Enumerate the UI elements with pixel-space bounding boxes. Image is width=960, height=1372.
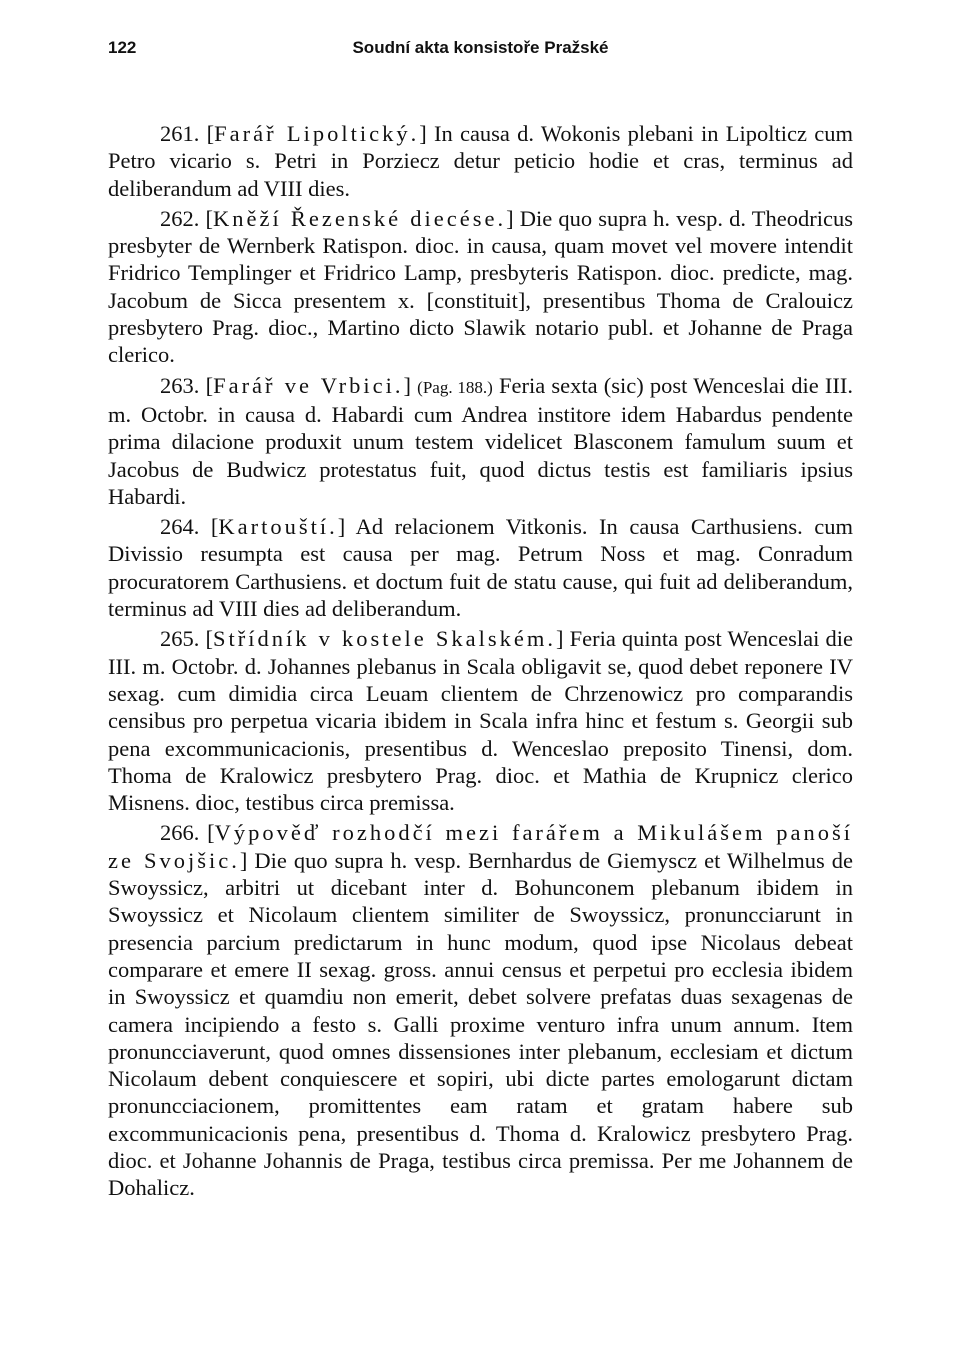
entry-number: 264. — [160, 514, 200, 540]
entry-bracket-close: ] — [506, 205, 514, 231]
page-number: 122 — [108, 38, 137, 57]
entry-number: 261. — [160, 121, 200, 146]
running-title: Soudní akta konsistoře Pražské — [352, 38, 609, 57]
entry-text: Feria sexta (sic) post Wenceslai die III. m. Octobr. in causa d. Habardi cum Andrea institore idem Habardus pendente prima dilacione produxit unum testem videlicet Blasconem famulum suum et Jacobus de Budwicz protestatus fuit, quod dictus testis est familiaris ipsius Habardi. — [108, 372, 854, 509]
entry-bracket-open: [ — [205, 205, 214, 231]
entry-266 — [108, 819, 853, 1201]
entry-261 — [108, 120, 853, 202]
entry-bracket-close: ] — [555, 626, 564, 652]
entry-bracket-open: [ — [206, 121, 215, 146]
entry-title: Kartouští. — [218, 514, 338, 540]
entry-text: Die quo supra h. vesp. Bernhardus de Giemyscz et Wilhelmus de Swoyssicz, arbitri ut dicebant inter d. Bohunconem plebanum ibidem in Swoyssicz et Nicolaum clientem similiter de Swoyssicz, pronuncciarunt in presencia parcium predictarum in hunc modum, quod ipse Nicolaus debeat comparare et emere II sexag. gross. annui census et perpetui pro ecclesia ibidem in Swoyssicz et quamdiu non emerit, debet solvere prefatas duas sexagenas de camera incipiendo a festo s. Galli proxime venturo infra unum annum. Item pronuncciaverunt, quod omnes dissensiones inter plebanum, ecclesiam et dictum Nicolaum debent conquiescere et sopiri, ubi dicte partes emologarunt dictam pronuncciacionem, promittentes eam ratam et gratam habere sub excommunicacionis pena, presentibus d. Thoma d. Kralowicz presbytero Prag. dioc. et Johanne Johannis de Praga, testibus circa premissa. Per me Johannem de Dohalicz. — [108, 847, 854, 1201]
entry-bracket-close: ] — [419, 121, 427, 146]
document-page — [108, 30, 853, 1205]
page-header — [108, 30, 853, 64]
entry-number: 266. — [160, 820, 200, 846]
entry-number: 262. — [160, 205, 200, 231]
entry-bracket-open: [ — [210, 514, 219, 540]
text-body — [108, 120, 853, 1202]
entry-text: Feria quinta post Wenceslai die III. m. Octobr. d. Johannes plebanus in Scala obligavit se, quod debet reponere IV sexag. cum dimidia circa Leuam clientem de Chrzenowicz pro comparandis censibus pro perpetua vicaria ibidem in Scala infra hinc et festum s. Georgii sub pena excommunicacionis, presentibus d. Wenceslao preposito Tinensi, dom. Thoma de Kralowicz presbytero Prag. dioc. et Mathia de Krupnicz clerico Misnens. dioc, testibus circa premissa. — [108, 626, 853, 816]
entry-bracket-open: [ — [205, 372, 214, 398]
entry-bracket-close: ] — [337, 514, 346, 540]
entry-title: Farář ve Vrbici. — [213, 372, 404, 398]
entry-264 — [108, 513, 853, 622]
entry-number: 265. — [160, 626, 200, 652]
entry-title: Farář Lipoltický. — [214, 121, 420, 146]
entry-text: In causa d. Wokonis plebani in Lipolticz cum Petro vicario s. Petri in Porziecz detur peticio hodie et cras, terminus ad deliberandum ad VIII dies. — [108, 121, 853, 201]
entry-text: Ad relacionem Vitkonis. In causa Carthusiens. cum Divissio resumpta est causa per mag. Petrum Noss et mag. Conradum procuratorem Carthusiens. et doctum fuit de statu cause, qui fuit ad deliberandum, terminus ad VIII dies ad deliberandum. — [108, 514, 853, 622]
entry-text: Die quo supra h. vesp. d. Theodricus presbyter de Wernberk Ratispon. dioc. in causa, quam movet vel movere intendit Fridrico Templinger et Fridrico Lamp, presbyteris Ratispon. dioc. predicte, mag. Jacobum de Sicca presentem x. [constituit], presentibus Thoma de Cralouicz presbytero Prag. dioc., Martino dicto Slawik notario publ. et Johanne de Praga clerico. — [108, 205, 854, 368]
entry-263 — [108, 372, 853, 510]
entry-title: Výpověď rozhodčí mezi farářem a Mikulášem panoší ze Svojšic. — [108, 820, 853, 873]
entry-265 — [108, 625, 853, 816]
entry-title: Kněží Řezenské diecése. — [213, 205, 507, 231]
entry-262 — [108, 205, 853, 369]
entry-number: 263. — [160, 372, 200, 398]
entry-title: Střídník v kostele Skalském. — [213, 626, 556, 652]
entry-bracket-open: [ — [205, 626, 213, 652]
page-reference: (Pag. 188.) — [417, 377, 493, 397]
entry-bracket-close: ] — [403, 372, 411, 398]
entry-bracket-open: [ — [207, 820, 215, 846]
entry-bracket-close: ] — [239, 847, 248, 873]
